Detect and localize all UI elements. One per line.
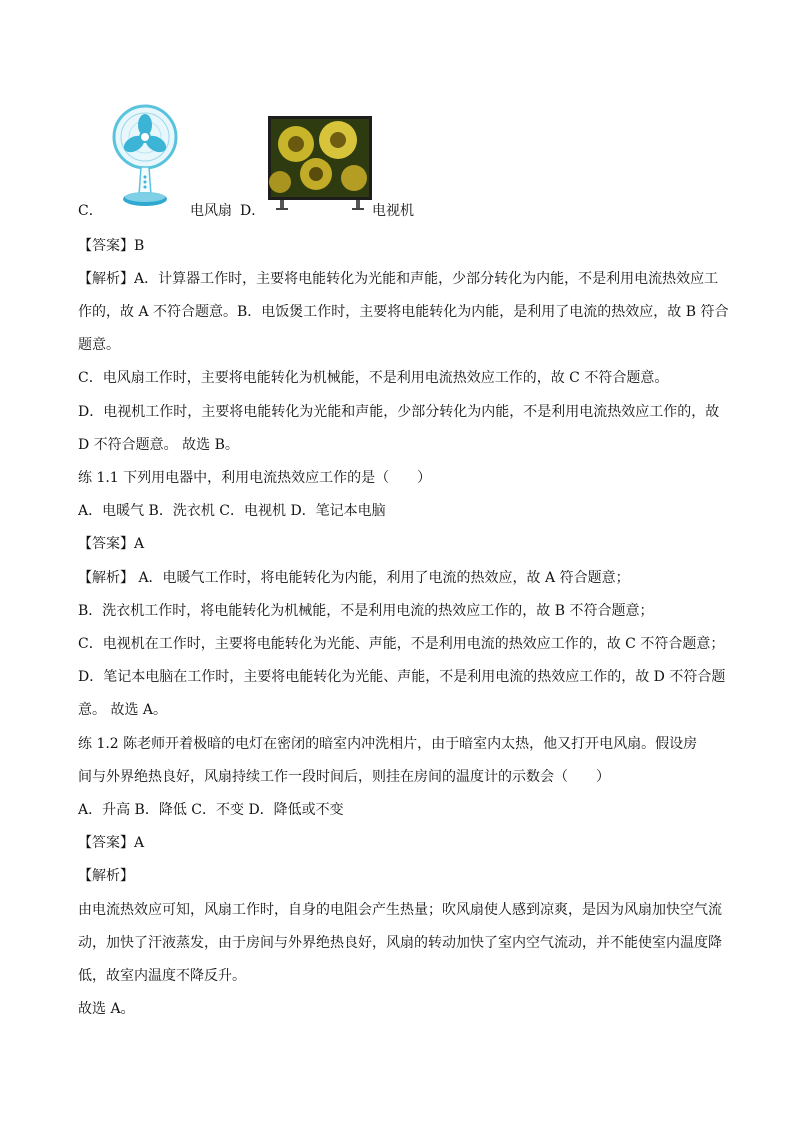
exercise-1-2-question-line-1: 练 1.2 陈老师开着极暗的电灯在密闭的暗室内冲洗相片，由于暗室内太热，他又打开电风扇。假设房 <box>78 736 698 752</box>
analysis-2-line-5: 意。 故选 A。 <box>78 702 168 718</box>
option-c-label: C． <box>78 203 103 219</box>
analysis-2-line-3: C．电视机在工作时，主要将电能转化为光能、声能，不是利用电流的热效应工作的，故 C 不符合题意； <box>78 636 725 652</box>
analysis-2-line-1: 【解析】 A．电暖气工作时，将电能转化为内能，利用了电流的热效应，故 A 符合题意； <box>78 570 630 586</box>
analysis-1-line-2: 作的，故 A 不符合题意。B．电饭煲工作时，主要将电能转化为内能，是利用了电流的热效应，故 B 符合 <box>78 304 729 320</box>
analysis-3-line-2: 动，加快了汗液蒸发，由于房间与外界绝热良好，风扇的转动加快了室内空气流动，并不能使室内温度降 <box>78 935 722 951</box>
exercise-1-2-options: A．升高 B．降低 C．不变 D．降低或不变 <box>78 802 344 818</box>
exercise-1-1-options: A．电暖气 B．洗衣机 C．电视机 D．笔记本电脑 <box>78 503 386 519</box>
answer-3: 【答案】A <box>78 835 145 851</box>
option-d-text: 电视机 <box>372 203 414 219</box>
analysis-3-line-3: 低，故室内温度不降反升。 <box>78 968 246 984</box>
analysis-3-line-1: 由电流热效应可知，风扇工作时，自身的电阻会产生热量；吹风扇使人感到凉爽，是因为风扇加快空气流 <box>78 902 722 918</box>
exercise-1-2-question-line-2: 间与外界绝热良好，风扇持续工作一段时间后，则挂在房间的温度计的示数会（ ） <box>78 769 610 785</box>
analysis-1-line-3: 题意。 <box>78 337 120 353</box>
option-d-label: D． <box>240 203 266 219</box>
analysis-3-conclusion: 故选 A。 <box>78 1001 135 1017</box>
analysis-1-line-6: D 不符合题意。 故选 B。 <box>78 437 239 453</box>
option-c-text: 电风扇 <box>190 203 232 219</box>
television-image <box>268 116 372 211</box>
analysis-1-line-1: 【解析】A．计算器工作时，主要将电能转化为光能和声能，少部分转化为内能，不是利用电流热效应工 <box>78 271 719 287</box>
analysis-1-line-5: D．电视机工作时，主要将电能转化为光能和声能，少部分转化为内能，不是利用电流热效应工作的，故 <box>78 404 720 420</box>
answer-2: 【答案】A <box>78 536 145 552</box>
electric-fan-image <box>112 103 178 209</box>
exercise-1-1-question: 练 1.1 下列用电器中，利用电流热效应工作的是（ ） <box>78 470 432 486</box>
analysis-1-line-4: C．电风扇工作时，主要将电能转化为机械能，不是利用电流热效应工作的，故 C 不符合题意。 <box>78 370 669 386</box>
analysis-3-heading: 【解析】 <box>78 868 134 884</box>
answer-1: 【答案】B <box>78 238 145 254</box>
analysis-2-line-4: D．笔记本电脑在工作时，主要将电能转化为光能、声能，不是利用电流的热效应工作的，故 D 不符合题 <box>78 669 726 685</box>
analysis-2-line-2: B．洗衣机工作时，将电能转化为机械能，不是利用电流的热效应工作的，故 B 不符合题意； <box>78 603 654 619</box>
